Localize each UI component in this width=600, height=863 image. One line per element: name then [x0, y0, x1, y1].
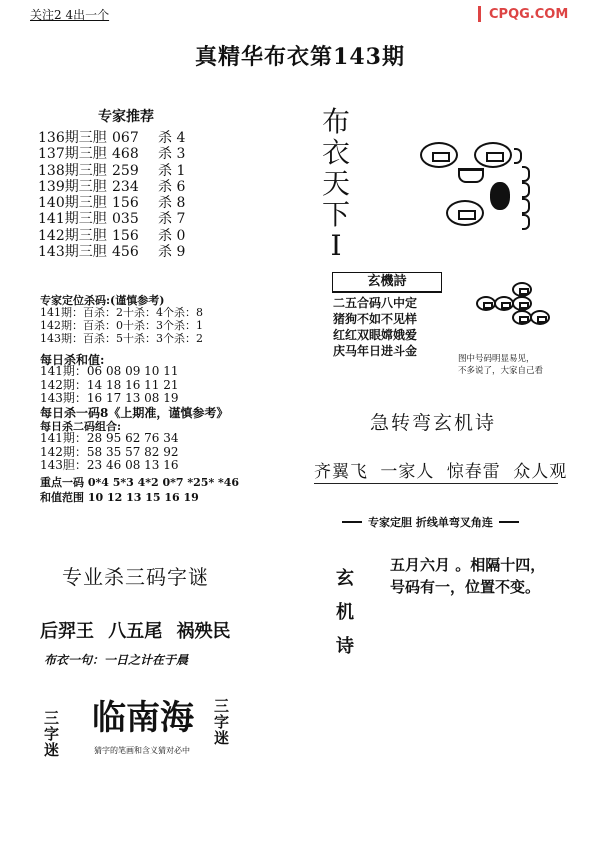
- pick-kill: 杀 7: [158, 211, 186, 228]
- key-number-line: 重点一码 0*4 5*3 4*2 0*7 *25* *46: [40, 476, 240, 489]
- hook-icon: [522, 198, 530, 214]
- pick-kill: 杀 3: [158, 146, 186, 163]
- hook-icon: [522, 182, 530, 198]
- pick-period: 143期三胆: [38, 244, 107, 261]
- daily-kill-one: 每日杀一码8《上期准，谨慎参考》: [40, 406, 229, 420]
- hook-icon: [522, 166, 530, 182]
- expert-row: [38, 163, 185, 179]
- riddle-words: 后羿王 八五尾 祸殃民: [40, 621, 231, 642]
- list-item: 141期：06 08 09 10 11: [40, 364, 179, 378]
- divider: [314, 483, 558, 484]
- pick-period: 140期三胆: [38, 195, 107, 212]
- list-item: 143期：百杀：5十杀：3个杀：2: [40, 332, 203, 345]
- pick-period: 138期三胆: [38, 162, 107, 179]
- ingot-icon: [458, 168, 484, 183]
- xuanji-vertical-title: 玄机诗: [336, 568, 354, 657]
- dingwei-list: [40, 306, 203, 345]
- expert-heading: 专家推荐: [98, 109, 154, 125]
- dash-left: [342, 521, 362, 523]
- pick-kill: 杀 4: [158, 130, 186, 146]
- pick-kill: 杀 0: [158, 227, 186, 244]
- expert-row: [38, 244, 185, 260]
- list-item: 142期：14 18 16 11 21: [40, 377, 179, 392]
- ermazu-list: [40, 432, 179, 473]
- expert-row: [38, 195, 185, 211]
- expert-row: [38, 146, 185, 162]
- poem-line: 二五合码八中定: [333, 296, 418, 310]
- pick-numbers: 156: [112, 195, 139, 212]
- figure-icon: [490, 182, 510, 210]
- coin-icon: [474, 142, 512, 168]
- dash-right: [499, 521, 519, 523]
- pick-period: 139期三胆: [38, 178, 107, 195]
- poem-line: 号码有一，位置不变。: [390, 578, 541, 596]
- buyi-saying: 布衣一句：一日之计在于晨: [44, 653, 189, 667]
- list-item: 143胆：23 46 08 13 16: [40, 458, 179, 472]
- pick-period: 137期三胆: [38, 146, 107, 163]
- pick-period: 141期三胆: [38, 211, 107, 228]
- pick-numbers: 067: [112, 130, 139, 146]
- pick-period: 142期三胆: [38, 227, 107, 244]
- riddle-poem-heading: 急转弯玄机诗: [370, 412, 497, 434]
- pick-numbers: 234: [112, 178, 139, 195]
- pick-period: 136期三胆: [38, 130, 107, 146]
- expert-dan-row: [342, 514, 519, 530]
- hook-icon: [514, 148, 522, 164]
- sanzimi-left-label: 三字迷: [44, 709, 60, 759]
- coin-icon: [476, 296, 496, 311]
- coin-icon: [494, 296, 514, 311]
- hezhi-heading: 每日杀和值:: [40, 353, 105, 367]
- riddle-heading: 专业杀三码字谜: [62, 565, 209, 589]
- poem-line: 五月六月 。相隔十四，: [390, 556, 546, 574]
- poem-line: 庆马年日进斗金: [333, 344, 418, 358]
- riddle-big-word: 临南海: [92, 698, 194, 738]
- coin-icon: [512, 282, 532, 297]
- sanzimi-right-label: 三字迷: [214, 697, 230, 747]
- watermark-bar-icon: [478, 6, 481, 22]
- list-item: 142期：58 35 57 82 92: [40, 444, 179, 459]
- poem-line: 红红双眼嫦娥爱: [333, 328, 418, 342]
- expert-dan-text: 专家定胆 折线单弯叉角连: [368, 516, 493, 529]
- list-item: 142期：百杀：0十杀：3个杀：1: [40, 319, 203, 332]
- pick-kill: 杀 8: [158, 195, 186, 212]
- watermark-text: CPQG.COM: [489, 6, 569, 22]
- pick-numbers: 259: [112, 162, 139, 179]
- poem-line: 猪狗不如不见样: [333, 312, 418, 326]
- xuanji-poem: [390, 554, 545, 598]
- coin-icon: [530, 310, 550, 325]
- caption-line: 图中号码明显易见，: [458, 354, 535, 364]
- expert-row: [38, 211, 185, 227]
- pick-numbers: 468: [112, 146, 139, 163]
- list-item: 141期：百杀：2十杀：4个杀：8: [40, 306, 203, 319]
- expert-row: [38, 130, 185, 146]
- riddle-poem-line: 齐翼飞 一家人 惊春雷 众人观: [314, 462, 568, 482]
- hezhi-list: [40, 365, 179, 406]
- coin-icon: [512, 296, 532, 311]
- riddle-hint: 猜字的笔画和含义猜对必中: [94, 746, 190, 755]
- caption-line: 不多说了，大家自己看: [458, 366, 544, 376]
- image-caption: [458, 353, 543, 377]
- list-item: 141期：28 95 62 76 34: [40, 431, 179, 445]
- pick-kill: 杀 6: [158, 178, 186, 195]
- dingwei-heading: 专家定位杀码:(谨慎参考): [40, 294, 165, 307]
- watermark: [478, 0, 592, 28]
- ermazu-heading: 每日杀二码组合:: [40, 420, 122, 433]
- hook-icon: [522, 214, 530, 230]
- pick-numbers: 456: [112, 244, 139, 261]
- expert-row: [38, 228, 185, 244]
- expert-list: [38, 130, 185, 260]
- expert-row: [38, 179, 185, 195]
- pick-kill: 杀 9: [158, 244, 186, 261]
- list-item: 143期：16 17 13 08 19: [40, 391, 179, 405]
- follow-note: 关注2 4出一个: [30, 8, 110, 22]
- coin-icon: [512, 310, 532, 325]
- xuanjishi-title: 玄機詩: [332, 272, 442, 293]
- page-title: 真精华布衣第143期: [195, 44, 405, 70]
- buyi-vertical-title: 布衣天下I: [321, 105, 350, 262]
- sum-range-line: 和值范围 10 12 13 15 16 19: [40, 491, 199, 504]
- pick-numbers: 156: [112, 227, 139, 244]
- xuanjishi-poem: [333, 295, 417, 359]
- coin-icon: [446, 200, 484, 226]
- pick-numbers: 035: [112, 211, 139, 228]
- coin-icon: [420, 142, 458, 168]
- pick-kill: 杀 1: [158, 162, 186, 179]
